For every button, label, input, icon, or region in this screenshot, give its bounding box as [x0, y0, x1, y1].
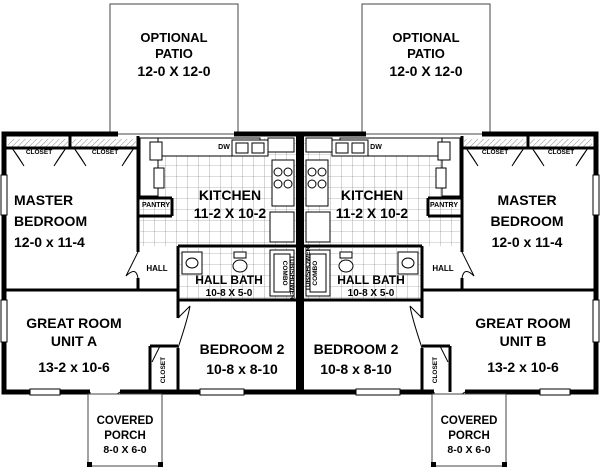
tub-shower-label — [304, 246, 319, 292]
porch-a-line1: COVERED — [96, 415, 154, 427]
master-b-size: 12-0 x 11-4 — [491, 234, 563, 250]
kitchen-a-label — [174, 186, 286, 222]
pantry-label: PANTRY — [142, 202, 170, 209]
bedroom2-a-size: 10-8 x 8-10 — [206, 360, 278, 377]
patio-left-size: 12-0 X 12-0 — [137, 62, 211, 79]
bedroom2-b-size: 10-8 x 8-10 — [320, 360, 392, 377]
master-a-size: 12-0 x 11-4 — [14, 234, 85, 250]
great-a-size: 13-2 x 10-6 — [38, 359, 110, 376]
master-a-line1: MASTER — [14, 192, 74, 208]
closet-label: CLOSET — [547, 149, 575, 156]
porch-a-size: 8-0 X 6-0 — [103, 443, 147, 456]
patio-left-line1: OPTIONAL — [140, 30, 208, 45]
porch-left-post-b — [158, 462, 163, 467]
patio-right-label — [362, 30, 490, 80]
master-b-line1: MASTER — [497, 192, 557, 208]
kitchen-b-label — [316, 186, 428, 222]
tub-shower-label — [281, 255, 296, 300]
pantry-label: PANTRY — [430, 202, 458, 209]
hall-bath-b-name: HALL BATH — [337, 273, 405, 287]
great-b-line1: GREAT ROOM — [475, 315, 571, 331]
porch-a-line2: PORCH — [104, 429, 146, 442]
tub-text-b-2: COMBO — [312, 260, 319, 286]
bedroom2-b-label — [306, 340, 406, 379]
master-b-line2: BEDROOM — [490, 213, 564, 229]
closet-label: CLOSET — [91, 149, 119, 156]
patio-right-line1: OPTIONAL — [392, 30, 460, 45]
great-a-line2: UNIT A — [50, 333, 98, 350]
porch-b-line1: COVERED — [440, 415, 498, 427]
master-bedroom-a-label — [14, 190, 118, 253]
porch-b-label — [432, 414, 506, 458]
hall-bath-a-size: 10-8 X 5-0 — [205, 287, 253, 299]
bedroom2-a-label — [192, 340, 292, 379]
great-room-a-label — [12, 314, 136, 377]
closet-vertical-label: CLOSET — [159, 356, 167, 384]
hall-bath-a-label — [186, 274, 272, 299]
bedroom2-a-name: BEDROOM 2 — [199, 341, 285, 357]
closet-label: CLOSET — [25, 149, 53, 156]
patio-left-label — [110, 30, 238, 80]
porch-left-post-a — [87, 462, 92, 467]
porch-a-label — [88, 414, 162, 458]
dishwasher-label: DW — [370, 144, 382, 151]
hall-label: HALL — [432, 264, 454, 273]
tub-text-a-1: TUB/SHOWER — [288, 255, 296, 300]
great-a-line1: GREAT ROOM — [26, 315, 122, 331]
hall-bath-b-size: 10-8 X 5-0 — [347, 287, 395, 299]
kitchen-b-size: 11-2 X 10-2 — [335, 205, 409, 222]
patio-left-line2: PATIO — [155, 46, 193, 62]
master-a-line2: BEDROOM — [14, 213, 88, 229]
patio-right-line2: PATIO — [407, 46, 445, 62]
master-bedroom-b-label — [472, 190, 582, 253]
porch-b-size: 8-0 X 6-0 — [447, 443, 491, 456]
great-b-line2: UNIT B — [499, 333, 547, 350]
hall-bath-a-name: HALL BATH — [195, 273, 263, 287]
great-b-size: 13-2 x 10-6 — [487, 359, 559, 376]
closet-vertical-label: CLOSET — [431, 356, 439, 384]
party-wall — [296, 134, 304, 392]
porch-b-line2: PORCH — [448, 429, 490, 442]
patio-right-size: 12-0 X 12-0 — [389, 62, 463, 79]
kitchen-a-name: KITCHEN — [198, 187, 262, 203]
porch-right-post-b — [502, 462, 507, 467]
hall-label: HALL — [146, 264, 168, 273]
dishwasher-label: DW — [218, 144, 230, 151]
kitchen-b-name: KITCHEN — [340, 187, 404, 203]
tub-text-b-1: TUB/SHOWER — [304, 246, 312, 292]
bedroom2-b-name: BEDROOM 2 — [313, 341, 399, 357]
closet-label: CLOSET — [481, 149, 509, 156]
kitchen-a-size: 11-2 X 10-2 — [193, 205, 267, 222]
tub-text-a-2: COMBO — [281, 260, 288, 286]
hall-bath-b-label — [328, 274, 414, 299]
great-room-b-label — [460, 314, 586, 377]
porch-right-post-a — [431, 462, 436, 467]
